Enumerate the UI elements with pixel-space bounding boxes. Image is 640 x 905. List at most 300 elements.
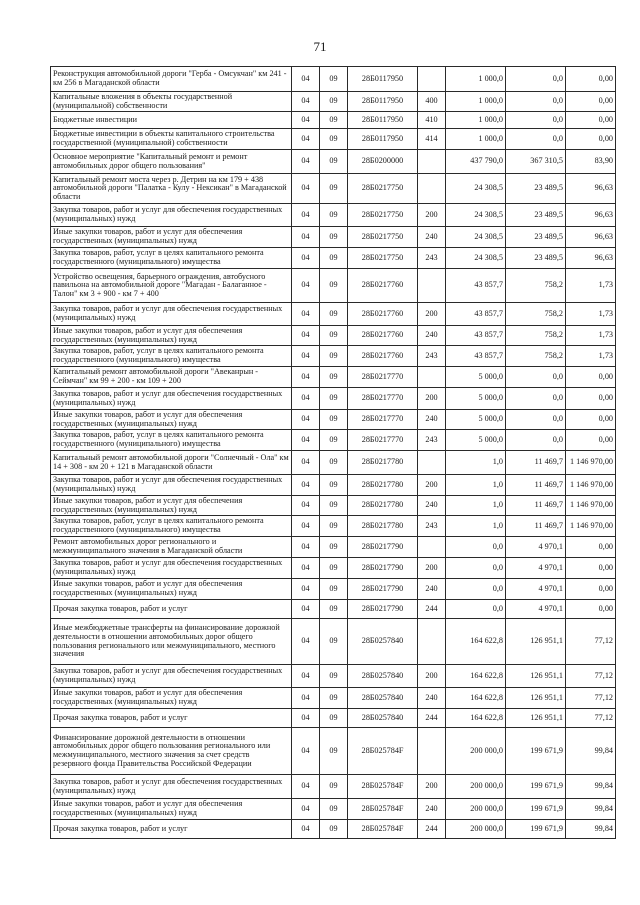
row-plan-amount: 200 000,0 [446,775,506,799]
row-plan-amount: 0,0 [446,600,506,619]
table-row [51,799,616,820]
row-target-article: 28Б0217790 [348,558,418,579]
row-expense-type [418,619,446,665]
row-plan-amount: 1,0 [446,451,506,475]
row-percent: 96,63 [566,174,616,204]
row-percent: 0,00 [566,129,616,150]
row-expense-type: 240 [418,410,446,430]
row-name: Иные закупки товаров, работ и услуг для обеспечения государственных (муниципальных) нужд [51,496,292,516]
row-actual-amount: 11 469,7 [506,496,566,516]
row-name: Бюджетные инвестиции [51,112,292,129]
row-section: 04 [292,269,320,303]
row-target-article: 28Б0217780 [348,516,418,537]
row-target-article: 28Б0217750 [348,174,418,204]
row-plan-amount: 200 000,0 [446,799,506,820]
row-target-article: 28Б0217760 [348,346,418,367]
row-target-article: 28Б0257840 [348,619,418,665]
row-name: Капитальный ремонт автомобильной дороги "Солнечный - Ола" км 14 + 308 - км 20 + 121 в Магаданской области [51,451,292,475]
row-subsection: 09 [320,475,348,496]
row-name: Бюджетные инвестиции в объекты капитального строительства государственной (муниципальной) собственности [51,129,292,150]
row-expense-type: 244 [418,600,446,619]
row-plan-amount: 1 000,0 [446,67,506,92]
row-percent: 83,90 [566,150,616,174]
row-subsection: 09 [320,67,348,92]
row-name: Прочая закупка товаров, работ и услуг [51,600,292,619]
table-row [51,67,616,92]
table-row [51,516,616,537]
row-expense-type [418,537,446,558]
row-name: Закупка товаров, работ, услуг в целях капитального ремонта государственного (муниципального) имущества [51,346,292,367]
row-percent: 96,63 [566,204,616,227]
row-expense-type: 240 [418,326,446,346]
table-row [51,619,616,665]
row-expense-type [418,367,446,388]
row-expense-type: 200 [418,558,446,579]
row-plan-amount: 0,0 [446,537,506,558]
table-row [51,410,616,430]
table-row [51,728,616,775]
table-row [51,92,616,112]
row-subsection: 09 [320,665,348,688]
row-actual-amount: 758,2 [506,269,566,303]
row-actual-amount: 126 951,1 [506,709,566,728]
row-target-article: 28Б0217790 [348,579,418,600]
row-percent: 0,00 [566,430,616,451]
row-name: Устройство освещения, барьерного ограждения, автобусного павильона на автомобильной дороге "Магадан - Балаганное - Талон" км 3 + 900 - км 7 + 400 [51,269,292,303]
row-section: 04 [292,516,320,537]
row-expense-type: 243 [418,430,446,451]
row-actual-amount: 0,0 [506,430,566,451]
row-section: 04 [292,728,320,775]
row-target-article: 28Б0217790 [348,600,418,619]
row-section: 04 [292,775,320,799]
table-body [51,67,616,839]
row-section: 04 [292,451,320,475]
row-expense-type: 240 [418,496,446,516]
row-target-article: 28Б0117950 [348,112,418,129]
row-actual-amount: 126 951,1 [506,665,566,688]
row-subsection: 09 [320,112,348,129]
row-target-article: 28Б0217770 [348,410,418,430]
row-actual-amount: 126 951,1 [506,619,566,665]
table-row [51,367,616,388]
row-subsection: 09 [320,227,348,248]
row-name: Закупка товаров, работ и услуг для обеспечения государственных (муниципальных) нужд [51,665,292,688]
row-percent: 0,00 [566,112,616,129]
row-target-article: 28Б0217760 [348,269,418,303]
row-subsection: 09 [320,579,348,600]
table-row [51,248,616,269]
row-section: 04 [292,129,320,150]
row-subsection: 09 [320,129,348,150]
row-expense-type: 200 [418,388,446,410]
row-subsection: 09 [320,600,348,619]
row-plan-amount: 24 308,5 [446,248,506,269]
row-percent: 99,84 [566,775,616,799]
row-name: Основное мероприятие "Капитальный ремонт и ремонт автомобильных дорог общего пользования" [51,150,292,174]
table-row [51,579,616,600]
row-percent: 77,12 [566,665,616,688]
row-name: Иные межбюджетные трансферты на финансирование дорожной деятельности в отношении автомобильных дорог общего пользования регионального или межмуниципального, местного значения [51,619,292,665]
row-plan-amount: 437 790,0 [446,150,506,174]
table-row [51,820,616,839]
row-plan-amount: 43 857,7 [446,326,506,346]
row-percent: 0,00 [566,579,616,600]
row-percent: 96,63 [566,227,616,248]
row-target-article: 28Б0217770 [348,430,418,451]
row-percent: 0,00 [566,67,616,92]
row-subsection: 09 [320,728,348,775]
row-plan-amount: 1 000,0 [446,129,506,150]
row-target-article: 28Б0217770 [348,388,418,410]
row-percent: 1 146 970,00 [566,516,616,537]
row-subsection: 09 [320,92,348,112]
row-expense-type [418,150,446,174]
row-expense-type: 240 [418,579,446,600]
row-subsection: 09 [320,516,348,537]
row-plan-amount: 200 000,0 [446,728,506,775]
row-plan-amount: 1,0 [446,496,506,516]
row-name: Закупка товаров, работ, услуг в целях капитального ремонта государственного (муниципального) имущества [51,248,292,269]
row-name: Капитальный ремонт моста через р. Детрин на км 179 + 438 автомобильной дороги "Палатка - Кулу - Нексикан" в Магаданской области [51,174,292,204]
row-actual-amount: 11 469,7 [506,475,566,496]
row-section: 04 [292,92,320,112]
row-section: 04 [292,709,320,728]
budget-table [50,66,616,839]
row-plan-amount: 43 857,7 [446,346,506,367]
row-actual-amount: 758,2 [506,326,566,346]
row-percent: 96,63 [566,248,616,269]
row-percent: 77,12 [566,619,616,665]
row-plan-amount: 1 000,0 [446,92,506,112]
row-percent: 1,73 [566,326,616,346]
row-expense-type: 200 [418,775,446,799]
table-row [51,303,616,326]
row-subsection: 09 [320,688,348,709]
row-subsection: 09 [320,709,348,728]
row-subsection: 09 [320,537,348,558]
row-actual-amount: 4 970,1 [506,558,566,579]
table-row [51,775,616,799]
table-row [51,269,616,303]
row-subsection: 09 [320,410,348,430]
row-actual-amount: 758,2 [506,303,566,326]
row-percent: 99,84 [566,820,616,839]
row-target-article: 28Б0200000 [348,150,418,174]
row-expense-type: 200 [418,204,446,227]
row-section: 04 [292,346,320,367]
row-expense-type: 414 [418,129,446,150]
row-name: Иные закупки товаров, работ и услуг для обеспечения государственных (муниципальных) нужд [51,579,292,600]
row-percent: 1,73 [566,269,616,303]
table-row [51,174,616,204]
row-actual-amount: 11 469,7 [506,516,566,537]
row-name: Иные закупки товаров, работ и услуг для обеспечения государственных (муниципальных) нужд [51,326,292,346]
row-target-article: 28Б0257840 [348,709,418,728]
row-actual-amount: 4 970,1 [506,537,566,558]
row-actual-amount: 199 671,9 [506,775,566,799]
row-expense-type: 243 [418,346,446,367]
row-section: 04 [292,410,320,430]
table-row [51,709,616,728]
row-actual-amount: 23 489,5 [506,227,566,248]
row-subsection: 09 [320,346,348,367]
row-name: Иные закупки товаров, работ и услуг для обеспечения государственных (муниципальных) нужд [51,799,292,820]
row-subsection: 09 [320,430,348,451]
row-expense-type: 200 [418,665,446,688]
row-subsection: 09 [320,451,348,475]
row-subsection: 09 [320,619,348,665]
row-actual-amount: 4 970,1 [506,579,566,600]
row-expense-type: 200 [418,475,446,496]
row-subsection: 09 [320,496,348,516]
row-section: 04 [292,799,320,820]
row-name: Закупка товаров, работ, услуг в целях капитального ремонта государственного (муниципального) имущества [51,430,292,451]
row-target-article: 28Б0117950 [348,92,418,112]
row-expense-type: 240 [418,227,446,248]
row-section: 04 [292,558,320,579]
table-row [51,665,616,688]
row-name: Иные закупки товаров, работ и услуг для обеспечения государственных (муниципальных) нужд [51,410,292,430]
row-name: Иные закупки товаров, работ и услуг для обеспечения государственных (муниципальных) нужд [51,688,292,709]
row-name: Закупка товаров, работ и услуг для обеспечения государственных (муниципальных) нужд [51,204,292,227]
row-section: 04 [292,537,320,558]
table-row [51,112,616,129]
row-target-article: 28Б025784F [348,820,418,839]
row-target-article: 28Б0217780 [348,496,418,516]
row-plan-amount: 5 000,0 [446,430,506,451]
row-actual-amount: 0,0 [506,92,566,112]
row-section: 04 [292,367,320,388]
row-expense-type: 240 [418,688,446,709]
row-actual-amount: 199 671,9 [506,799,566,820]
table-row [51,475,616,496]
row-section: 04 [292,303,320,326]
row-section: 04 [292,150,320,174]
row-percent: 0,00 [566,600,616,619]
row-actual-amount: 0,0 [506,388,566,410]
row-plan-amount: 5 000,0 [446,367,506,388]
row-percent: 1 146 970,00 [566,475,616,496]
row-plan-amount: 0,0 [446,579,506,600]
row-expense-type: 243 [418,248,446,269]
table-row [51,496,616,516]
row-section: 04 [292,579,320,600]
row-actual-amount: 0,0 [506,410,566,430]
row-subsection: 09 [320,799,348,820]
row-target-article: 28Б025784F [348,728,418,775]
row-section: 04 [292,326,320,346]
row-actual-amount: 0,0 [506,67,566,92]
row-expense-type [418,174,446,204]
row-name: Ремонт автомобильных дорог регионального и межмуниципального значения в Магаданской области [51,537,292,558]
row-actual-amount: 126 951,1 [506,688,566,709]
row-percent: 1,73 [566,346,616,367]
row-subsection: 09 [320,775,348,799]
row-percent: 99,84 [566,799,616,820]
row-name: Закупка товаров, работ и услуг для обеспечения государственных (муниципальных) нужд [51,775,292,799]
row-section: 04 [292,600,320,619]
row-section: 04 [292,174,320,204]
table-row [51,430,616,451]
row-percent: 0,00 [566,388,616,410]
row-plan-amount: 164 622,8 [446,619,506,665]
row-expense-type: 240 [418,799,446,820]
row-expense-type: 244 [418,820,446,839]
row-percent: 77,12 [566,709,616,728]
row-name: Закупка товаров, работ, услуг в целях капитального ремонта государственного (муниципального) имущества [51,516,292,537]
row-name: Закупка товаров, работ и услуг для обеспечения государственных (муниципальных) нужд [51,303,292,326]
row-target-article: 28Б0217760 [348,303,418,326]
row-plan-amount: 200 000,0 [446,820,506,839]
row-target-article: 28Б0217770 [348,367,418,388]
row-percent: 0,00 [566,92,616,112]
row-section: 04 [292,665,320,688]
row-subsection: 09 [320,204,348,227]
row-target-article: 28Б0257840 [348,688,418,709]
table-row [51,326,616,346]
row-expense-type [418,67,446,92]
row-plan-amount: 5 000,0 [446,410,506,430]
row-target-article: 28Б0217780 [348,451,418,475]
table-row [51,129,616,150]
row-percent: 0,00 [566,537,616,558]
row-plan-amount: 43 857,7 [446,303,506,326]
table-row [51,346,616,367]
row-subsection: 09 [320,367,348,388]
row-actual-amount: 0,0 [506,129,566,150]
row-expense-type: 400 [418,92,446,112]
table-row [51,227,616,248]
row-section: 04 [292,820,320,839]
row-subsection: 09 [320,174,348,204]
row-plan-amount: 1,0 [446,475,506,496]
table-row [51,451,616,475]
table-row [51,600,616,619]
row-percent: 0,00 [566,367,616,388]
row-actual-amount: 11 469,7 [506,451,566,475]
row-actual-amount: 0,0 [506,112,566,129]
row-expense-type: 244 [418,709,446,728]
row-target-article: 28Б0217780 [348,475,418,496]
row-plan-amount: 0,0 [446,558,506,579]
row-expense-type [418,451,446,475]
table-row [51,204,616,227]
row-section: 04 [292,388,320,410]
row-percent: 1 146 970,00 [566,496,616,516]
row-plan-amount: 164 622,8 [446,709,506,728]
row-percent: 1 146 970,00 [566,451,616,475]
row-actual-amount: 23 489,5 [506,204,566,227]
table-row [51,688,616,709]
row-actual-amount: 758,2 [506,346,566,367]
row-name: Прочая закупка товаров, работ и услуг [51,820,292,839]
row-name: Реконструкция автомобильной дороги "Герба - Омсукчан" км 241 - км 256 в Магаданской области [51,67,292,92]
row-plan-amount: 1,0 [446,516,506,537]
row-plan-amount: 5 000,0 [446,388,506,410]
row-subsection: 09 [320,269,348,303]
row-subsection: 09 [320,558,348,579]
row-target-article: 28Б0217750 [348,227,418,248]
row-section: 04 [292,112,320,129]
row-name: Прочая закупка товаров, работ и услуг [51,709,292,728]
row-actual-amount: 199 671,9 [506,728,566,775]
row-plan-amount: 1 000,0 [446,112,506,129]
row-section: 04 [292,475,320,496]
table-row [51,388,616,410]
row-actual-amount: 23 489,5 [506,174,566,204]
row-subsection: 09 [320,150,348,174]
row-target-article: 28Б0217760 [348,326,418,346]
row-name: Закупка товаров, работ и услуг для обеспечения государственных (муниципальных) нужд [51,388,292,410]
row-plan-amount: 43 857,7 [446,269,506,303]
row-name: Иные закупки товаров, работ и услуг для обеспечения государственных (муниципальных) нужд [51,227,292,248]
row-section: 04 [292,227,320,248]
row-name: Финансирование дорожной деятельности в отношении автомобильных дорог общего пользования регионального или межмуниципального, местного значения за счет средств резервного фонда Правительства Российской Федерации [51,728,292,775]
row-actual-amount: 0,0 [506,367,566,388]
row-target-article: 28Б0217750 [348,248,418,269]
row-expense-type: 410 [418,112,446,129]
row-actual-amount: 23 489,5 [506,248,566,269]
row-expense-type [418,269,446,303]
row-name: Закупка товаров, работ и услуг для обеспечения государственных (муниципальных) нужд [51,558,292,579]
row-target-article: 28Б0117950 [348,67,418,92]
row-subsection: 09 [320,303,348,326]
row-name: Капитальный ремонт автомобильной дороги "Авеканрын - Сеймчан" км 99 + 200 - км 109 + 200 [51,367,292,388]
row-plan-amount: 164 622,8 [446,665,506,688]
row-target-article: 28Б0217790 [348,537,418,558]
row-subsection: 09 [320,388,348,410]
row-subsection: 09 [320,820,348,839]
page-number: 71 [313,39,327,54]
row-actual-amount: 4 970,1 [506,600,566,619]
table-row [51,537,616,558]
row-percent: 99,84 [566,728,616,775]
row-plan-amount: 164 622,8 [446,688,506,709]
row-subsection: 09 [320,326,348,346]
row-plan-amount: 24 308,5 [446,204,506,227]
row-target-article: 28Б0217750 [348,204,418,227]
row-target-article: 28Б0117950 [348,129,418,150]
row-section: 04 [292,204,320,227]
row-percent: 0,00 [566,558,616,579]
row-section: 04 [292,248,320,269]
row-percent: 0,00 [566,410,616,430]
row-subsection: 09 [320,248,348,269]
table-row [51,150,616,174]
row-percent: 77,12 [566,688,616,709]
row-percent: 1,73 [566,303,616,326]
row-target-article: 28Б0257840 [348,665,418,688]
row-section: 04 [292,67,320,92]
row-section: 04 [292,430,320,451]
row-section: 04 [292,688,320,709]
row-name: Закупка товаров, работ и услуг для обеспечения государственных (муниципальных) нужд [51,475,292,496]
row-target-article: 28Б025784F [348,775,418,799]
row-expense-type [418,728,446,775]
row-expense-type: 200 [418,303,446,326]
row-actual-amount: 199 671,9 [506,820,566,839]
row-target-article: 28Б025784F [348,799,418,820]
row-section: 04 [292,496,320,516]
row-section: 04 [292,619,320,665]
row-name: Капитальные вложения в объекты государственной (муниципальной) собственности [51,92,292,112]
row-plan-amount: 24 308,5 [446,174,506,204]
row-actual-amount: 367 310,5 [506,150,566,174]
table-row [51,558,616,579]
row-expense-type: 243 [418,516,446,537]
row-plan-amount: 24 308,5 [446,227,506,248]
